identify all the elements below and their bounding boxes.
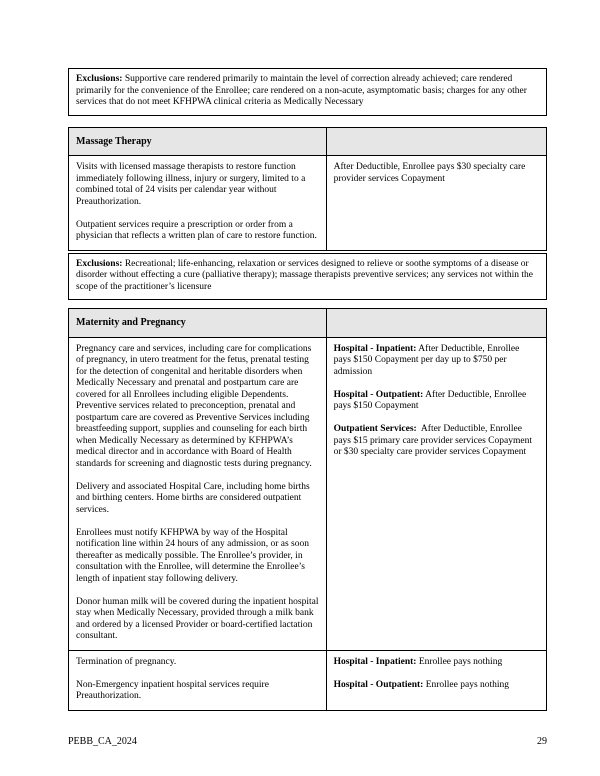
massage-therapy-header-row bbox=[69, 128, 546, 157]
maternity-pregnancy-title: Maternity and Pregnancy bbox=[69, 309, 327, 337]
benefit-description-paragraph: Non-Emergency inpatient hospital services require Preauthorization. bbox=[76, 679, 269, 701]
benefit-description-paragraph: Pregnancy care and services, including care for complications of pregnancy, in utero treatment for the fetus, prenatal testing for the detection of congenital and heritable disorders when Medically Necessary and prenatal and postpartum care are covered for all Enrollees including eligible Dependents. Preventive services related to preconception, prenatal and postpartum care are covered as Preventive Services including breastfeeding support, supplies and counseling for each birth when Medically Necessary as determined by KFHPWA’s medical director and in accordance with Board of Health standards for screening and diagnostic tests during pregnancy. bbox=[76, 343, 312, 469]
massage-therapy-title: Massage Therapy bbox=[69, 128, 327, 156]
benefit-description-paragraph: Delivery and associated Hospital Care, including home births and birthing centers. Home births are considered outpatient services. bbox=[76, 481, 310, 515]
massage-exclusions-box bbox=[68, 253, 547, 301]
benefit-description-paragraph: Visits with licensed massage therapists to restore function immediately following illness, injury or surgery, limited to a combined total of 24 visits per calendar year without Preauthorization. bbox=[76, 162, 306, 207]
cost-share-cell bbox=[327, 156, 546, 250]
massage-therapy-table bbox=[68, 127, 547, 251]
benefit-description-paragraph: Donor human milk will be covered during the inpatient hospital stay when Medically Necessary, provided through a milk bank and ordered by a licensed Provider or board-certified lactation consultant. bbox=[76, 596, 319, 641]
table-row bbox=[69, 650, 546, 710]
exclusions-text: Supportive care rendered primarily to maintain the level of correction already achieved; care rendered primarily for the convenience of the Enrollee; care rendered on a non-acute, asymptomatic basis; charges for any other services that do not meet KFHPWA clinical criteria as Medically Necessary bbox=[76, 74, 527, 107]
cost-share-paragraph: Hospital - Outpatient: Enrollee pays nothing bbox=[333, 679, 510, 690]
cost-share-paragraph: Hospital - Outpatient: After Deductible, Enrollee pays $150 Copayment bbox=[333, 389, 527, 411]
massage-therapy-header-empty-cell bbox=[327, 128, 546, 156]
cost-share-cell bbox=[327, 651, 546, 710]
footer bbox=[68, 736, 547, 748]
cost-share-cell bbox=[327, 338, 546, 650]
cost-share-paragraph: Outpatient Services: After Deductible, Enrollee pays $15 primary care provider services Copayment or $30 specialty care provider services Copayment bbox=[333, 424, 532, 457]
table-row bbox=[69, 338, 546, 650]
footer-document-id: PEBB_CA_2024 bbox=[68, 735, 137, 747]
cost-share-paragraph: Hospital - Inpatient: After Deductible, Enrollee pays $150 Copayment per day up to $750 per admission bbox=[333, 343, 520, 377]
footer-page-number: 29 bbox=[537, 735, 547, 747]
table-row bbox=[69, 156, 546, 250]
cost-share-paragraph: Hospital - Inpatient: Enrollee pays nothing bbox=[333, 656, 503, 667]
benefit-description-paragraph: Enrollees must notify KFHPWA by way of the Hospital notification line within 24 hours of any admission, or as soon thereafter as medically possible. The Enrollee’s provider, in consultation with the Enrollee, will determine the Enrollee’s length of inpatient stay following delivery. bbox=[76, 527, 309, 584]
exclusions-text: Recreational; life-enhancing, relaxation or services designed to relieve or soothe symptoms of a disease or disorder without effecting a cure (palliative therapy); massage therapists preventive services; any services not within the scope of the practitioner’s licensure bbox=[76, 258, 533, 292]
benefit-description-cell bbox=[69, 338, 327, 650]
exclusions-label: Exclusions: bbox=[76, 74, 123, 84]
cost-share-paragraph: After Deductible, Enrollee pays $30 specialty care provider services Copayment bbox=[333, 162, 526, 184]
maternity-pregnancy-table bbox=[68, 308, 547, 711]
maternity-pregnancy-header-empty-cell bbox=[327, 309, 546, 337]
exclusions-label: Exclusions: bbox=[76, 258, 123, 269]
exclusions-note-box bbox=[68, 68, 547, 116]
maternity-pregnancy-header-row bbox=[69, 309, 546, 338]
benefit-description-paragraph: Termination of pregnancy. bbox=[76, 656, 177, 667]
benefit-description-cell bbox=[69, 156, 327, 250]
benefit-description-cell bbox=[69, 651, 327, 710]
benefit-description-paragraph: Outpatient services require a prescription or order from a physician that reflects a written plan of care to restore function. bbox=[76, 219, 317, 241]
